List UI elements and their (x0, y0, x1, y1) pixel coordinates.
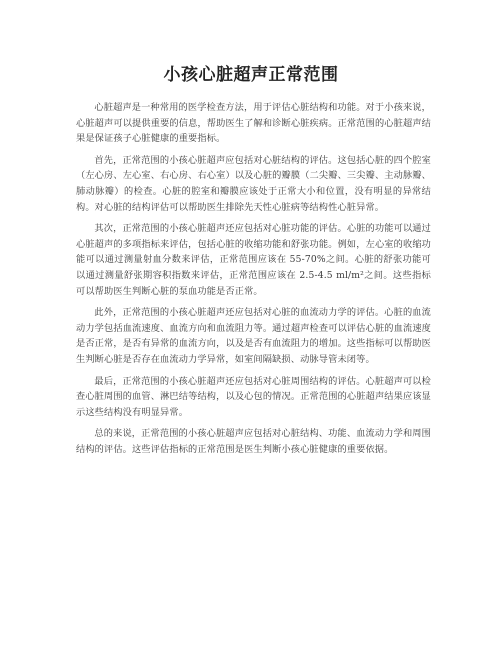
document-title: 小孩心脏超声正常范围 (163, 65, 339, 85)
paragraph-summary: 总的来说，正常范围的小孩心脏超声应包括对心脏结构、功能、血流动力学和周围结构的评估。这些评估指标的正常范围是医生判断小孩心脏健康的重要依据。 (76, 428, 431, 455)
paragraph-structure: 首先，正常范围的小孩心脏超声应包括对心脏结构的评估。这包括心脏的四个腔室（左心房、左心室、右心房、右心室）以及心脏的瓣膜（二尖瓣、三尖瓣、主动脉瓣、肺动脉瓣）的检查。心脏的腔室和瓣膜应该处于正常大小和位置，没有明显的异常结构。对心脏的结构评估可以帮助医生排除先天性心脏病等结构性心脏异常。 (76, 154, 431, 213)
paragraph-surroundings: 最后，正常范围的小孩心脏超声还应包括对心脏周围结构的评估。心脏超声可以检查心脏周围的血管、淋巴结等结构，以及心包的情况。正常范围的心脏超声结果应该显示这些结构没有明显异常。 (76, 375, 431, 418)
paragraph-hemodynamics: 此外，正常范围的小孩心脏超声还应包括对心脏的血流动力学的评估。心脏的血流动力学包括血流速度、血流方向和血流阻力等。通过超声检查可以评估心脏的血流速度是否正常，是否有异常的血流方向，以及是否有血流阻力的增加。这些指标可以帮助医生判断心脏是否存在血流动力学异常，如室间隔缺损、动脉导管未闭等。 (76, 307, 431, 365)
paragraph-function: 其次，正常范围的小孩心脏超声还应包括对心脏功能的评估。心脏的功能可以通过心脏超声的多项指标来评估，包括心脏的收缩功能和舒张功能。例如，左心室的收缩功能可以通过测量射血分数来评估，正常范围应该在 55-70%之间。心脏的舒张功能可以通过测量舒张期容积指数来评估，正常范围应该在 2.5-4.5 ml/m²之间。这些指标可以帮助医生判断心脏的泵血功能是否正常。 (76, 223, 431, 297)
document-body (76, 100, 431, 463)
paragraph-intro: 心脏超声是一种常用的医学检查方法，用于评估心脏结构和功能。对于小孩来说，心脏超声可以提供重要的信息，帮助医生了解和诊断心脏疾病。正常范围的心脏超声结果是保证孩子心脏健康的重要指标。 (76, 102, 431, 145)
